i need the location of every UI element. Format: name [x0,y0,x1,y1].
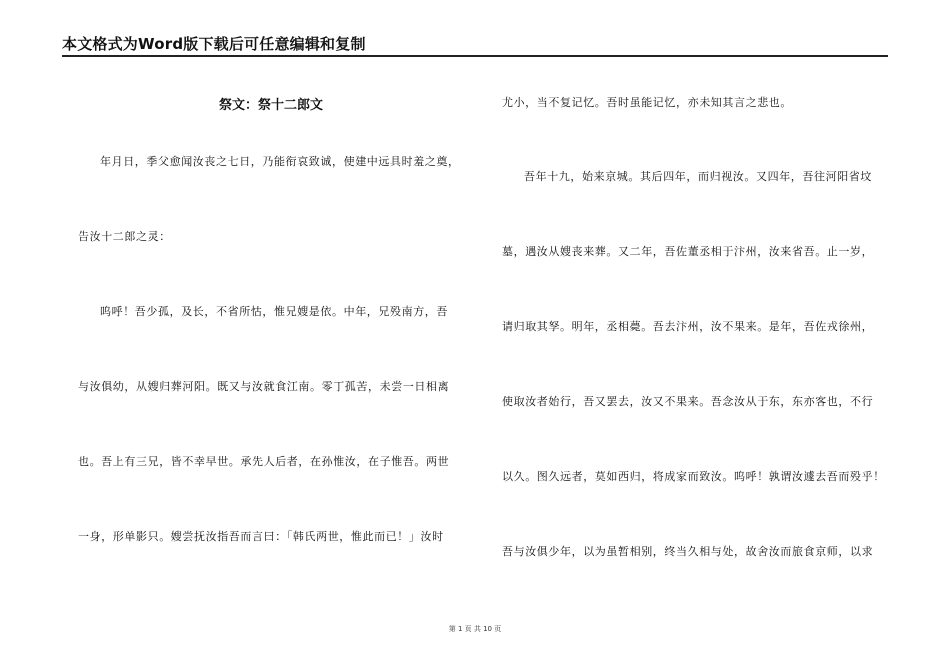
document-banner [62,33,888,57]
text-line: 呜呼！吾少孤，及长，不省所怙，惟兄嫂是依。中年，兄殁南方，吾 [100,305,448,318]
text-line: 吾与汝俱少年，以为虽暂相别，终当久相与处，故舍汝而旅食京师，以求 [502,545,874,558]
text-line: 一身，形单影只。嫂尝抚汝指吾而言曰：「韩氏两世，惟此而已！」汝时 [78,530,444,543]
text-line: 也。吾上有三兄，皆不幸早世。承先人后者，在孙惟汝，在子惟吾。两世 [78,455,450,468]
text-line: 墓，遇汝从嫂丧来葬。又二年，吾佐董丞相于汴州，汝来省吾。止一岁， [502,245,874,258]
text-line: 年月日，季父愈闻汝丧之七日，乃能衔哀致诚，使建中远具时羞之奠， [100,155,460,168]
document-title: 祭文：祭十二郎文 [218,98,323,113]
text-line: 尤小，当不复记忆。吾时虽能记忆，亦未知其言之悲也。 [502,96,792,109]
text-line: 吾年十九，始来京城。其后四年，而归视汝。又四年，吾往河阳省坟 [524,170,872,183]
text-line: 使取汝者始行，吾又罢去，汝又不果来。吾念汝从于东，东亦客也，不行 [502,395,874,408]
text-line: 与汝俱幼，从嫂归葬河阳。既又与汝就食江南。零丁孤苦，未尝一日相离 [78,380,450,393]
text-line: 请归取其孥。明年，丞相薨。吾去汴州，汝不果来。是年，吾佐戎徐州， [502,320,874,333]
page-footer: 第 1 页 共 10 页 [448,625,502,633]
banner-text: 本文格式为Word版下载后可任意编辑和复制 [62,35,366,53]
text-line: 告汝十二郎之灵： [78,230,171,243]
text-line: 以久。图久远者，莫如西归，将成家而致汝。呜呼！孰谓汝遽去吾而殁乎！ [502,470,885,483]
